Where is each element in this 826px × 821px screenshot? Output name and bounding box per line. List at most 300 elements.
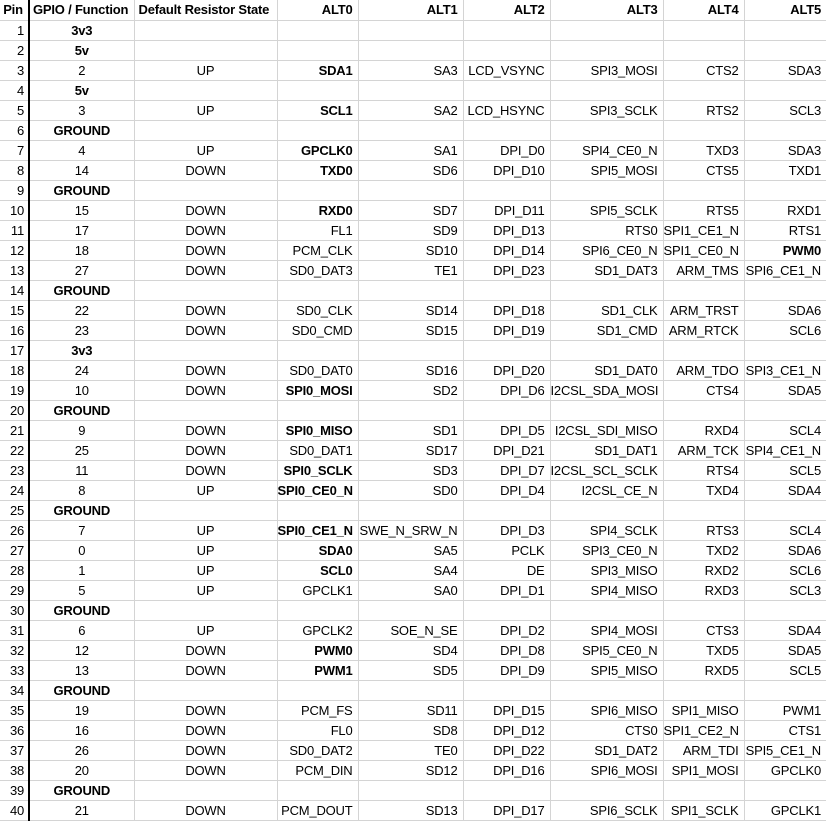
alt3-cell: I2CSL_SDI_MISO bbox=[550, 420, 663, 440]
pin-row bbox=[0, 460, 826, 480]
alt1-cell: SA3 bbox=[358, 60, 463, 80]
alt1-cell: SD17 bbox=[358, 440, 463, 460]
alt2-cell: DPI_D4 bbox=[463, 480, 550, 500]
alt0-cell: GPCLK2 bbox=[277, 620, 358, 640]
alt5-cell: SCL3 bbox=[744, 580, 826, 600]
alt2-cell bbox=[463, 780, 550, 800]
gpio-function-cell: GROUND bbox=[29, 280, 134, 300]
alt4-cell: ARM_TCK bbox=[663, 440, 744, 460]
gpio-function-cell: 12 bbox=[29, 640, 134, 660]
resistor-state-cell: UP bbox=[134, 580, 277, 600]
alt4-cell: RTS5 bbox=[663, 200, 744, 220]
alt0-cell bbox=[277, 180, 358, 200]
header-alt1: ALT1 bbox=[358, 0, 463, 20]
alt5-cell: RXD1 bbox=[744, 200, 826, 220]
resistor-state-cell: UP bbox=[134, 520, 277, 540]
resistor-state-cell bbox=[134, 340, 277, 360]
alt3-cell bbox=[550, 500, 663, 520]
alt5-cell bbox=[744, 780, 826, 800]
alt0-cell bbox=[277, 40, 358, 60]
alt2-cell: DPI_D21 bbox=[463, 440, 550, 460]
pin-row bbox=[0, 400, 826, 420]
alt5-cell: SDA6 bbox=[744, 540, 826, 560]
header-default-resistor-state: Default Resistor State bbox=[134, 0, 277, 20]
alt2-cell bbox=[463, 600, 550, 620]
alt1-cell: SD16 bbox=[358, 360, 463, 380]
gpio-function-cell: 3 bbox=[29, 100, 134, 120]
alt2-cell: DPI_D1 bbox=[463, 580, 550, 600]
pin-row bbox=[0, 660, 826, 680]
pin-row bbox=[0, 200, 826, 220]
pin-number-cell: 18 bbox=[0, 360, 29, 380]
pin-number-cell: 38 bbox=[0, 760, 29, 780]
pin-row bbox=[0, 500, 826, 520]
alt3-cell: SD1_DAT2 bbox=[550, 740, 663, 760]
alt3-cell: SD1_DAT1 bbox=[550, 440, 663, 460]
alt0-cell: SPI0_MISO bbox=[277, 420, 358, 440]
alt1-cell: SA5 bbox=[358, 540, 463, 560]
alt0-cell: SD0_CLK bbox=[277, 300, 358, 320]
header-row bbox=[0, 0, 826, 20]
alt1-cell: SD10 bbox=[358, 240, 463, 260]
alt3-cell: SPI3_CE0_N bbox=[550, 540, 663, 560]
alt4-cell: CTS3 bbox=[663, 620, 744, 640]
alt2-cell: DPI_D9 bbox=[463, 660, 550, 680]
resistor-state-cell: DOWN bbox=[134, 360, 277, 380]
pin-number-cell: 21 bbox=[0, 420, 29, 440]
alt0-cell bbox=[277, 280, 358, 300]
alt3-cell: SPI5_MISO bbox=[550, 660, 663, 680]
alt3-cell: SPI6_SCLK bbox=[550, 800, 663, 820]
gpio-function-cell: 5v bbox=[29, 40, 134, 60]
alt3-cell: I2CSL_CE_N bbox=[550, 480, 663, 500]
alt4-cell: RTS2 bbox=[663, 100, 744, 120]
alt5-cell bbox=[744, 600, 826, 620]
pin-number-cell: 8 bbox=[0, 160, 29, 180]
pin-number-cell: 6 bbox=[0, 120, 29, 140]
alt3-cell: SPI5_CE0_N bbox=[550, 640, 663, 660]
alt1-cell: SD7 bbox=[358, 200, 463, 220]
gpio-function-cell: 19 bbox=[29, 700, 134, 720]
alt5-cell: SDA3 bbox=[744, 140, 826, 160]
header-alt0: ALT0 bbox=[277, 0, 358, 20]
pin-number-cell: 2 bbox=[0, 40, 29, 60]
alt5-cell: GPCLK0 bbox=[744, 760, 826, 780]
alt4-cell: SPI1_CE0_N bbox=[663, 240, 744, 260]
pin-number-cell: 13 bbox=[0, 260, 29, 280]
pin-row bbox=[0, 380, 826, 400]
alt1-cell: SOE_N_SE bbox=[358, 620, 463, 640]
pin-row bbox=[0, 420, 826, 440]
alt5-cell: SDA6 bbox=[744, 300, 826, 320]
pin-number-cell: 40 bbox=[0, 800, 29, 820]
header-alt5: ALT5 bbox=[744, 0, 826, 20]
gpio-function-cell: 9 bbox=[29, 420, 134, 440]
alt3-cell: SPI5_MOSI bbox=[550, 160, 663, 180]
alt1-cell bbox=[358, 20, 463, 40]
alt2-cell bbox=[463, 180, 550, 200]
alt1-cell bbox=[358, 40, 463, 60]
alt5-cell: SPI6_CE1_N bbox=[744, 260, 826, 280]
alt0-cell: SD0_DAT0 bbox=[277, 360, 358, 380]
alt0-cell: FL1 bbox=[277, 220, 358, 240]
alt5-cell bbox=[744, 400, 826, 420]
alt5-cell bbox=[744, 180, 826, 200]
alt0-cell: GPCLK1 bbox=[277, 580, 358, 600]
pin-number-cell: 35 bbox=[0, 700, 29, 720]
alt3-cell: RTS0 bbox=[550, 220, 663, 240]
alt0-cell: SD0_DAT1 bbox=[277, 440, 358, 460]
alt4-cell bbox=[663, 400, 744, 420]
alt3-cell bbox=[550, 340, 663, 360]
alt3-cell: SD1_CMD bbox=[550, 320, 663, 340]
pin-number-cell: 34 bbox=[0, 680, 29, 700]
alt3-cell bbox=[550, 20, 663, 40]
pin-row bbox=[0, 20, 826, 40]
pin-row bbox=[0, 780, 826, 800]
alt4-cell: RXD3 bbox=[663, 580, 744, 600]
alt0-cell bbox=[277, 120, 358, 140]
alt2-cell: DPI_D19 bbox=[463, 320, 550, 340]
alt3-cell: SD1_DAT0 bbox=[550, 360, 663, 380]
gpio-function-cell: 17 bbox=[29, 220, 134, 240]
gpio-function-cell: GROUND bbox=[29, 780, 134, 800]
alt0-cell: PWM1 bbox=[277, 660, 358, 680]
pin-row bbox=[0, 60, 826, 80]
alt1-cell bbox=[358, 780, 463, 800]
pin-number-cell: 20 bbox=[0, 400, 29, 420]
pin-row bbox=[0, 140, 826, 160]
alt0-cell: PCM_FS bbox=[277, 700, 358, 720]
alt0-cell: PCM_DIN bbox=[277, 760, 358, 780]
pin-number-cell: 23 bbox=[0, 460, 29, 480]
gpio-function-cell: 20 bbox=[29, 760, 134, 780]
resistor-state-cell: DOWN bbox=[134, 380, 277, 400]
alt3-cell: SPI6_MOSI bbox=[550, 760, 663, 780]
alt0-cell: SCL0 bbox=[277, 560, 358, 580]
alt2-cell bbox=[463, 80, 550, 100]
pin-number-cell: 33 bbox=[0, 660, 29, 680]
header-alt3: ALT3 bbox=[550, 0, 663, 20]
alt2-cell: DPI_D2 bbox=[463, 620, 550, 640]
alt1-cell bbox=[358, 400, 463, 420]
gpio-function-cell: 15 bbox=[29, 200, 134, 220]
pin-row bbox=[0, 640, 826, 660]
alt3-cell: SPI4_MISO bbox=[550, 580, 663, 600]
alt5-cell: TXD1 bbox=[744, 160, 826, 180]
gpio-function-cell: 26 bbox=[29, 740, 134, 760]
alt2-cell: PCLK bbox=[463, 540, 550, 560]
resistor-state-cell: DOWN bbox=[134, 640, 277, 660]
alt5-cell: SCL4 bbox=[744, 420, 826, 440]
header-alt2: ALT2 bbox=[463, 0, 550, 20]
alt3-cell bbox=[550, 80, 663, 100]
gpio-function-cell: 22 bbox=[29, 300, 134, 320]
alt3-cell: SD1_CLK bbox=[550, 300, 663, 320]
alt3-cell: SPI4_SCLK bbox=[550, 520, 663, 540]
alt1-cell: SD1 bbox=[358, 420, 463, 440]
resistor-state-cell bbox=[134, 280, 277, 300]
resistor-state-cell bbox=[134, 40, 277, 60]
alt2-cell bbox=[463, 20, 550, 40]
alt5-cell: SDA4 bbox=[744, 480, 826, 500]
resistor-state-cell bbox=[134, 400, 277, 420]
pin-row bbox=[0, 320, 826, 340]
resistor-state-cell bbox=[134, 680, 277, 700]
pin-row bbox=[0, 680, 826, 700]
gpio-function-cell: 5 bbox=[29, 580, 134, 600]
alt5-cell: RTS1 bbox=[744, 220, 826, 240]
resistor-state-cell: DOWN bbox=[134, 320, 277, 340]
alt1-cell: SA2 bbox=[358, 100, 463, 120]
alt2-cell: DPI_D0 bbox=[463, 140, 550, 160]
alt4-cell: CTS4 bbox=[663, 380, 744, 400]
alt0-cell bbox=[277, 680, 358, 700]
alt4-cell: ARM_TDO bbox=[663, 360, 744, 380]
alt0-cell: SD0_DAT3 bbox=[277, 260, 358, 280]
alt3-cell: I2CSL_SDA_MOSI bbox=[550, 380, 663, 400]
resistor-state-cell: DOWN bbox=[134, 240, 277, 260]
pin-number-cell: 14 bbox=[0, 280, 29, 300]
resistor-state-cell bbox=[134, 180, 277, 200]
alt5-cell bbox=[744, 680, 826, 700]
pin-number-cell: 1 bbox=[0, 20, 29, 40]
pin-number-cell: 10 bbox=[0, 200, 29, 220]
alt4-cell: TXD2 bbox=[663, 540, 744, 560]
alt0-cell: GPCLK0 bbox=[277, 140, 358, 160]
alt3-cell bbox=[550, 40, 663, 60]
gpio-function-cell: 24 bbox=[29, 360, 134, 380]
gpio-function-cell: 5v bbox=[29, 80, 134, 100]
alt1-cell: SD15 bbox=[358, 320, 463, 340]
alt2-cell: LCD_VSYNC bbox=[463, 60, 550, 80]
alt5-cell bbox=[744, 120, 826, 140]
gpio-function-cell: 10 bbox=[29, 380, 134, 400]
alt4-cell: CTS5 bbox=[663, 160, 744, 180]
alt5-cell: PWM0 bbox=[744, 240, 826, 260]
alt2-cell bbox=[463, 120, 550, 140]
alt0-cell bbox=[277, 340, 358, 360]
alt1-cell: SD11 bbox=[358, 700, 463, 720]
gpio-function-cell: GROUND bbox=[29, 500, 134, 520]
alt1-cell bbox=[358, 680, 463, 700]
alt2-cell: DPI_D14 bbox=[463, 240, 550, 260]
alt1-cell: SA1 bbox=[358, 140, 463, 160]
alt0-cell: SDA0 bbox=[277, 540, 358, 560]
resistor-state-cell: UP bbox=[134, 480, 277, 500]
pin-row bbox=[0, 240, 826, 260]
alt2-cell: DE bbox=[463, 560, 550, 580]
alt0-cell bbox=[277, 400, 358, 420]
alt2-cell: DPI_D18 bbox=[463, 300, 550, 320]
alt0-cell bbox=[277, 600, 358, 620]
alt2-cell: DPI_D13 bbox=[463, 220, 550, 240]
alt4-cell: RTS3 bbox=[663, 520, 744, 540]
alt2-cell: DPI_D11 bbox=[463, 200, 550, 220]
alt0-cell bbox=[277, 780, 358, 800]
pin-row bbox=[0, 700, 826, 720]
pin-row bbox=[0, 760, 826, 780]
alt1-cell: TE0 bbox=[358, 740, 463, 760]
alt2-cell: DPI_D5 bbox=[463, 420, 550, 440]
alt2-cell: DPI_D20 bbox=[463, 360, 550, 380]
pin-number-cell: 5 bbox=[0, 100, 29, 120]
pin-number-cell: 19 bbox=[0, 380, 29, 400]
pin-row bbox=[0, 580, 826, 600]
alt5-cell bbox=[744, 40, 826, 60]
resistor-state-cell bbox=[134, 780, 277, 800]
pin-number-cell: 28 bbox=[0, 560, 29, 580]
alt4-cell: TXD4 bbox=[663, 480, 744, 500]
alt5-cell: GPCLK1 bbox=[744, 800, 826, 820]
alt1-cell: SA4 bbox=[358, 560, 463, 580]
pin-row bbox=[0, 180, 826, 200]
alt4-cell bbox=[663, 280, 744, 300]
gpio-function-cell: GROUND bbox=[29, 680, 134, 700]
pin-row bbox=[0, 360, 826, 380]
alt1-cell: SD6 bbox=[358, 160, 463, 180]
alt3-cell bbox=[550, 120, 663, 140]
resistor-state-cell bbox=[134, 600, 277, 620]
pin-row bbox=[0, 100, 826, 120]
alt4-cell bbox=[663, 20, 744, 40]
pin-row bbox=[0, 520, 826, 540]
alt2-cell bbox=[463, 500, 550, 520]
alt4-cell: ARM_RTCK bbox=[663, 320, 744, 340]
alt2-cell: DPI_D12 bbox=[463, 720, 550, 740]
alt0-cell bbox=[277, 20, 358, 40]
alt3-cell bbox=[550, 600, 663, 620]
alt5-cell: PWM1 bbox=[744, 700, 826, 720]
alt1-cell bbox=[358, 600, 463, 620]
pin-row bbox=[0, 560, 826, 580]
gpio-function-cell: 27 bbox=[29, 260, 134, 280]
alt5-cell bbox=[744, 340, 826, 360]
pin-row bbox=[0, 120, 826, 140]
alt2-cell bbox=[463, 280, 550, 300]
pin-number-cell: 15 bbox=[0, 300, 29, 320]
resistor-state-cell: DOWN bbox=[134, 300, 277, 320]
alt5-cell: SCL6 bbox=[744, 320, 826, 340]
gpio-function-cell: 23 bbox=[29, 320, 134, 340]
pin-row bbox=[0, 340, 826, 360]
alt4-cell bbox=[663, 340, 744, 360]
resistor-state-cell bbox=[134, 120, 277, 140]
alt3-cell: SPI3_SCLK bbox=[550, 100, 663, 120]
alt4-cell bbox=[663, 680, 744, 700]
alt4-cell: SPI1_MISO bbox=[663, 700, 744, 720]
pin-number-cell: 4 bbox=[0, 80, 29, 100]
alt3-cell: SPI6_CE0_N bbox=[550, 240, 663, 260]
pin-number-cell: 9 bbox=[0, 180, 29, 200]
pin-number-cell: 32 bbox=[0, 640, 29, 660]
alt0-cell: PCM_CLK bbox=[277, 240, 358, 260]
alt2-cell bbox=[463, 40, 550, 60]
alt0-cell: SPI0_MOSI bbox=[277, 380, 358, 400]
alt0-cell: SPI0_SCLK bbox=[277, 460, 358, 480]
gpio-function-cell: 18 bbox=[29, 240, 134, 260]
alt3-cell: I2CSL_SCL_SCLK bbox=[550, 460, 663, 480]
pin-number-cell: 16 bbox=[0, 320, 29, 340]
alt5-cell: SCL3 bbox=[744, 100, 826, 120]
alt2-cell bbox=[463, 400, 550, 420]
alt5-cell: SPI4_CE1_N bbox=[744, 440, 826, 460]
pin-row bbox=[0, 620, 826, 640]
alt3-cell: SPI4_MOSI bbox=[550, 620, 663, 640]
header-gpio-function: GPIO / Function bbox=[29, 0, 134, 20]
alt0-cell: PWM0 bbox=[277, 640, 358, 660]
gpio-function-cell: 16 bbox=[29, 720, 134, 740]
alt3-cell bbox=[550, 680, 663, 700]
alt0-cell: TXD0 bbox=[277, 160, 358, 180]
pin-row bbox=[0, 480, 826, 500]
alt0-cell: FL0 bbox=[277, 720, 358, 740]
resistor-state-cell bbox=[134, 500, 277, 520]
alt1-cell: SD12 bbox=[358, 760, 463, 780]
alt0-cell bbox=[277, 80, 358, 100]
alt5-cell: SPI3_CE1_N bbox=[744, 360, 826, 380]
alt2-cell: DPI_D22 bbox=[463, 740, 550, 760]
pin-row bbox=[0, 280, 826, 300]
pin-number-cell: 29 bbox=[0, 580, 29, 600]
gpio-function-cell: 8 bbox=[29, 480, 134, 500]
alt4-cell: TXD3 bbox=[663, 140, 744, 160]
alt5-cell: SCL5 bbox=[744, 660, 826, 680]
resistor-state-cell: UP bbox=[134, 620, 277, 640]
pin-row bbox=[0, 440, 826, 460]
resistor-state-cell: DOWN bbox=[134, 200, 277, 220]
alt4-cell: SPI1_CE2_N bbox=[663, 720, 744, 740]
alt4-cell: RXD4 bbox=[663, 420, 744, 440]
alt2-cell bbox=[463, 340, 550, 360]
header-pin: Pin bbox=[0, 0, 29, 20]
resistor-state-cell: UP bbox=[134, 60, 277, 80]
pin-number-cell: 26 bbox=[0, 520, 29, 540]
alt1-cell bbox=[358, 280, 463, 300]
pin-row bbox=[0, 720, 826, 740]
header-alt4: ALT4 bbox=[663, 0, 744, 20]
alt1-cell: SD14 bbox=[358, 300, 463, 320]
alt5-cell bbox=[744, 280, 826, 300]
gpio-function-cell: 3v3 bbox=[29, 20, 134, 40]
resistor-state-cell: DOWN bbox=[134, 700, 277, 720]
alt4-cell: SPI1_SCLK bbox=[663, 800, 744, 820]
resistor-state-cell: DOWN bbox=[134, 720, 277, 740]
alt2-cell: DPI_D10 bbox=[463, 160, 550, 180]
alt4-cell: SPI1_CE1_N bbox=[663, 220, 744, 240]
resistor-state-cell: DOWN bbox=[134, 760, 277, 780]
alt2-cell: DPI_D3 bbox=[463, 520, 550, 540]
alt2-cell: DPI_D7 bbox=[463, 460, 550, 480]
alt1-cell: SD3 bbox=[358, 460, 463, 480]
alt3-cell: SPI3_MISO bbox=[550, 560, 663, 580]
alt4-cell bbox=[663, 500, 744, 520]
pin-table-body bbox=[0, 20, 826, 820]
alt4-cell bbox=[663, 120, 744, 140]
alt1-cell: SD0 bbox=[358, 480, 463, 500]
alt0-cell: SCL1 bbox=[277, 100, 358, 120]
pin-number-cell: 39 bbox=[0, 780, 29, 800]
alt0-cell: SPI0_CE1_N bbox=[277, 520, 358, 540]
resistor-state-cell: DOWN bbox=[134, 740, 277, 760]
alt1-cell: SD13 bbox=[358, 800, 463, 820]
resistor-state-cell: DOWN bbox=[134, 800, 277, 820]
alt0-cell bbox=[277, 500, 358, 520]
gpio-function-cell: GROUND bbox=[29, 600, 134, 620]
alt1-cell: TE1 bbox=[358, 260, 463, 280]
resistor-state-cell bbox=[134, 20, 277, 40]
alt1-cell: SD5 bbox=[358, 660, 463, 680]
